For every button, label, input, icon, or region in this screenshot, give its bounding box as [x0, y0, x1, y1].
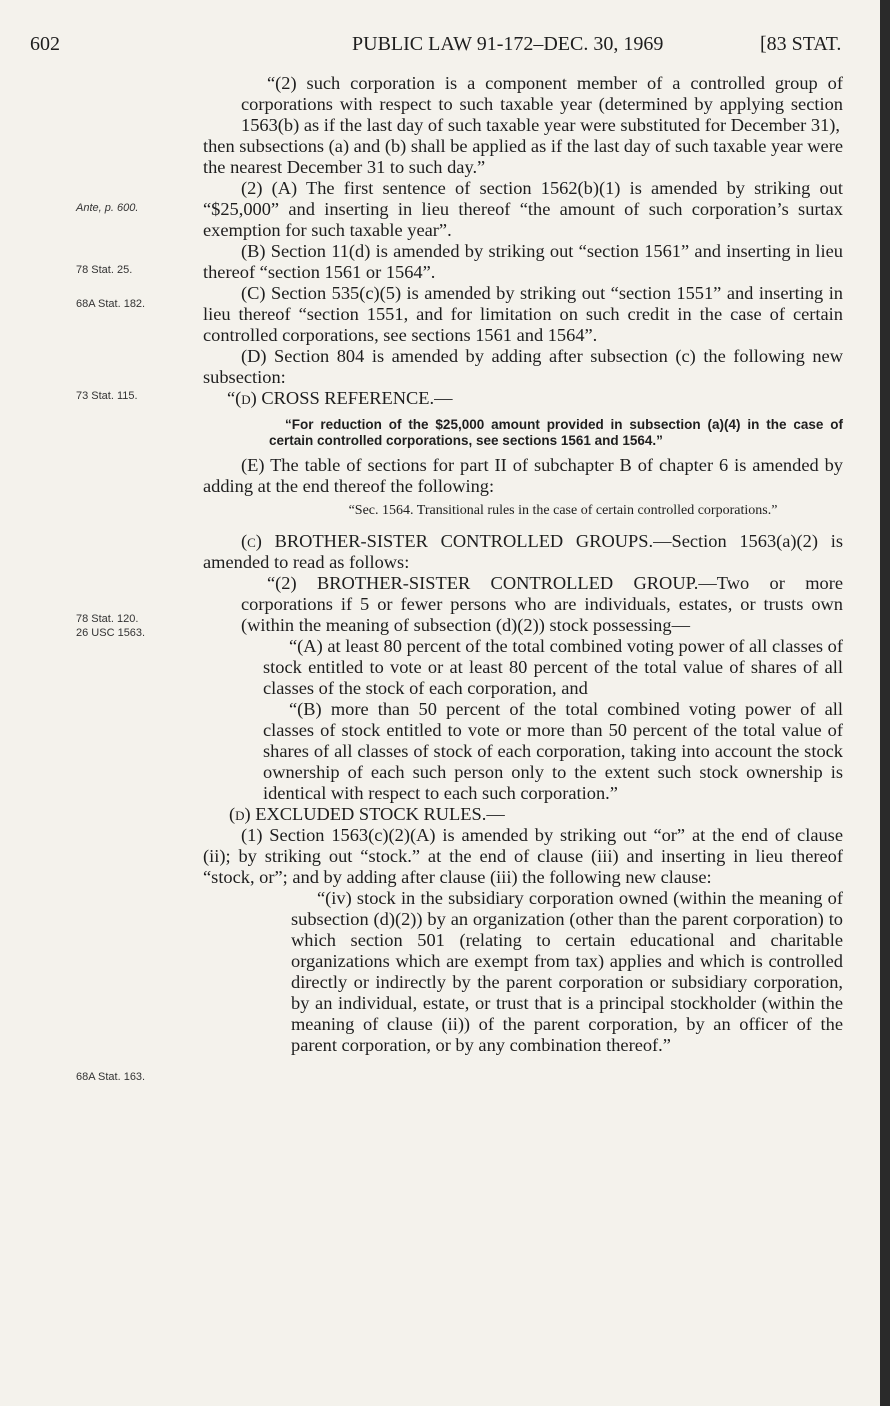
margin-note: Ante, p. 600. — [76, 202, 139, 214]
paragraph — [203, 531, 843, 573]
paragraph: “(A) at least 80 percent of the total combined voting power of all classes of stock entitled to vote or at least 80 percent of the total value of shares of all classes of the stock of each corporation, and — [263, 636, 843, 698]
margin-note: 68A Stat. 163. — [76, 1071, 146, 1083]
section-heading: “(2) BROTHER-SISTER CONTROLLED GROUP. — [267, 573, 699, 593]
paragraph: (C) Section 535(c)(5) is amended by striking out “section 1551” and inserting in lieu thereof “section 1551, and for limitation on such credit in the case of certain controlled corporations, see sections 1561 and 1564”. — [203, 283, 843, 345]
paragraph: (2) (A) The first sentence of section 1562(b)(1) is amended by striking out “$25,000” and inserting in lieu thereof “the amount of such corporation’s surtax exemption for such taxable year”. — [203, 178, 843, 240]
margin-note: 26 USC 1563. — [76, 627, 146, 639]
margin-note: 68A Stat. 182. — [76, 298, 146, 310]
page-edge — [880, 0, 890, 1406]
margin-note: 78 Stat. 25. — [76, 264, 133, 276]
paragraph: “(2) such corporation is a component member of a controlled group of corporations with respect to such taxable year (determined by applying section 1563(b) as if the last day of such taxable year were substituted for December 31), — [241, 73, 843, 135]
body-text — [203, 73, 843, 1056]
table-entry: “Sec. 1564. Transitional rules in the case of certain controlled corporations.” — [348, 503, 778, 518]
paragraph-text: —Section 1563(a)(2) is amended to read as follows: — [203, 531, 843, 572]
paragraph: “(B) more than 50 percent of the total combined voting power of all classes of stock entitled to vote or more than 50 percent of the total value of shares of all classes of stock of each corporation, taking into account the stock ownership of each such person only to the extent such stock ownership is identical with respect to each such corporation.” — [263, 699, 843, 803]
paragraph: (1) Section 1563(c)(2)(A) is amended by striking out “or” at the end of clause (ii); by striking out “stock.” at the end of clause (iii) and inserting in lieu thereof “stock, or”; and by adding after clause (iii) the following new clause: — [203, 825, 843, 887]
margin-note: 73 Stat. 115. — [76, 390, 138, 402]
section-heading: (d) EXCLUDED STOCK RULES.— — [229, 804, 505, 824]
cross-reference-text: “For reduction of the $25,000 amount provided in subsection (a)(4) in the case of certain controlled corporations, see sections 1561 and 1564.” — [269, 417, 843, 448]
paragraph: (D) Section 804 is amended by adding after subsection (c) the following new subsection: — [203, 346, 843, 387]
page-number: 602 — [30, 33, 60, 55]
section-heading: (c) BROTHER-SISTER CONTROLLED GROUPS. — [241, 531, 654, 551]
section-heading: “(d) CROSS REFERENCE.— — [227, 388, 453, 408]
statute-reference: [83 STAT. — [760, 33, 842, 55]
margin-note: 78 Stat. 120. — [76, 613, 139, 625]
paragraph: (E) The table of sections for part II of subchapter B of chapter 6 is amended by adding at the end thereof the following: — [203, 455, 843, 496]
paragraph: then subsections (a) and (b) shall be applied as if the last day of such taxable year were the nearest December 31 to such day.” — [203, 136, 843, 177]
page-title: PUBLIC LAW 91-172–DEC. 30, 1969 — [352, 33, 664, 55]
paragraph-text: —Two or more corporations if 5 or fewer persons who are individuals, estates, or trusts own (within the meaning of subsection (d)(2)) stock possessing— — [241, 573, 843, 635]
paragraph — [203, 573, 843, 636]
paragraph: (B) Section 11(d) is amended by striking out “section 1561” and inserting in lieu thereof “section 1561 or 1564”. — [203, 241, 843, 282]
paragraph: “(iv) stock in the subsidiary corporation owned (within the meaning of subsection (d)(2)) by an organization (other than the parent corporation) to which section 501 (relating to certain educational and charitable organizations which are exempt from tax) applies and which is controlled directly or indirectly by the parent corporation or subsidiary corporation, by an individual, estate, or trust that is a principal stockholder (within the meaning of clause (ii)) of the parent corporation, by an officer of the parent corporation, or by any combination thereof.” — [291, 888, 843, 1055]
